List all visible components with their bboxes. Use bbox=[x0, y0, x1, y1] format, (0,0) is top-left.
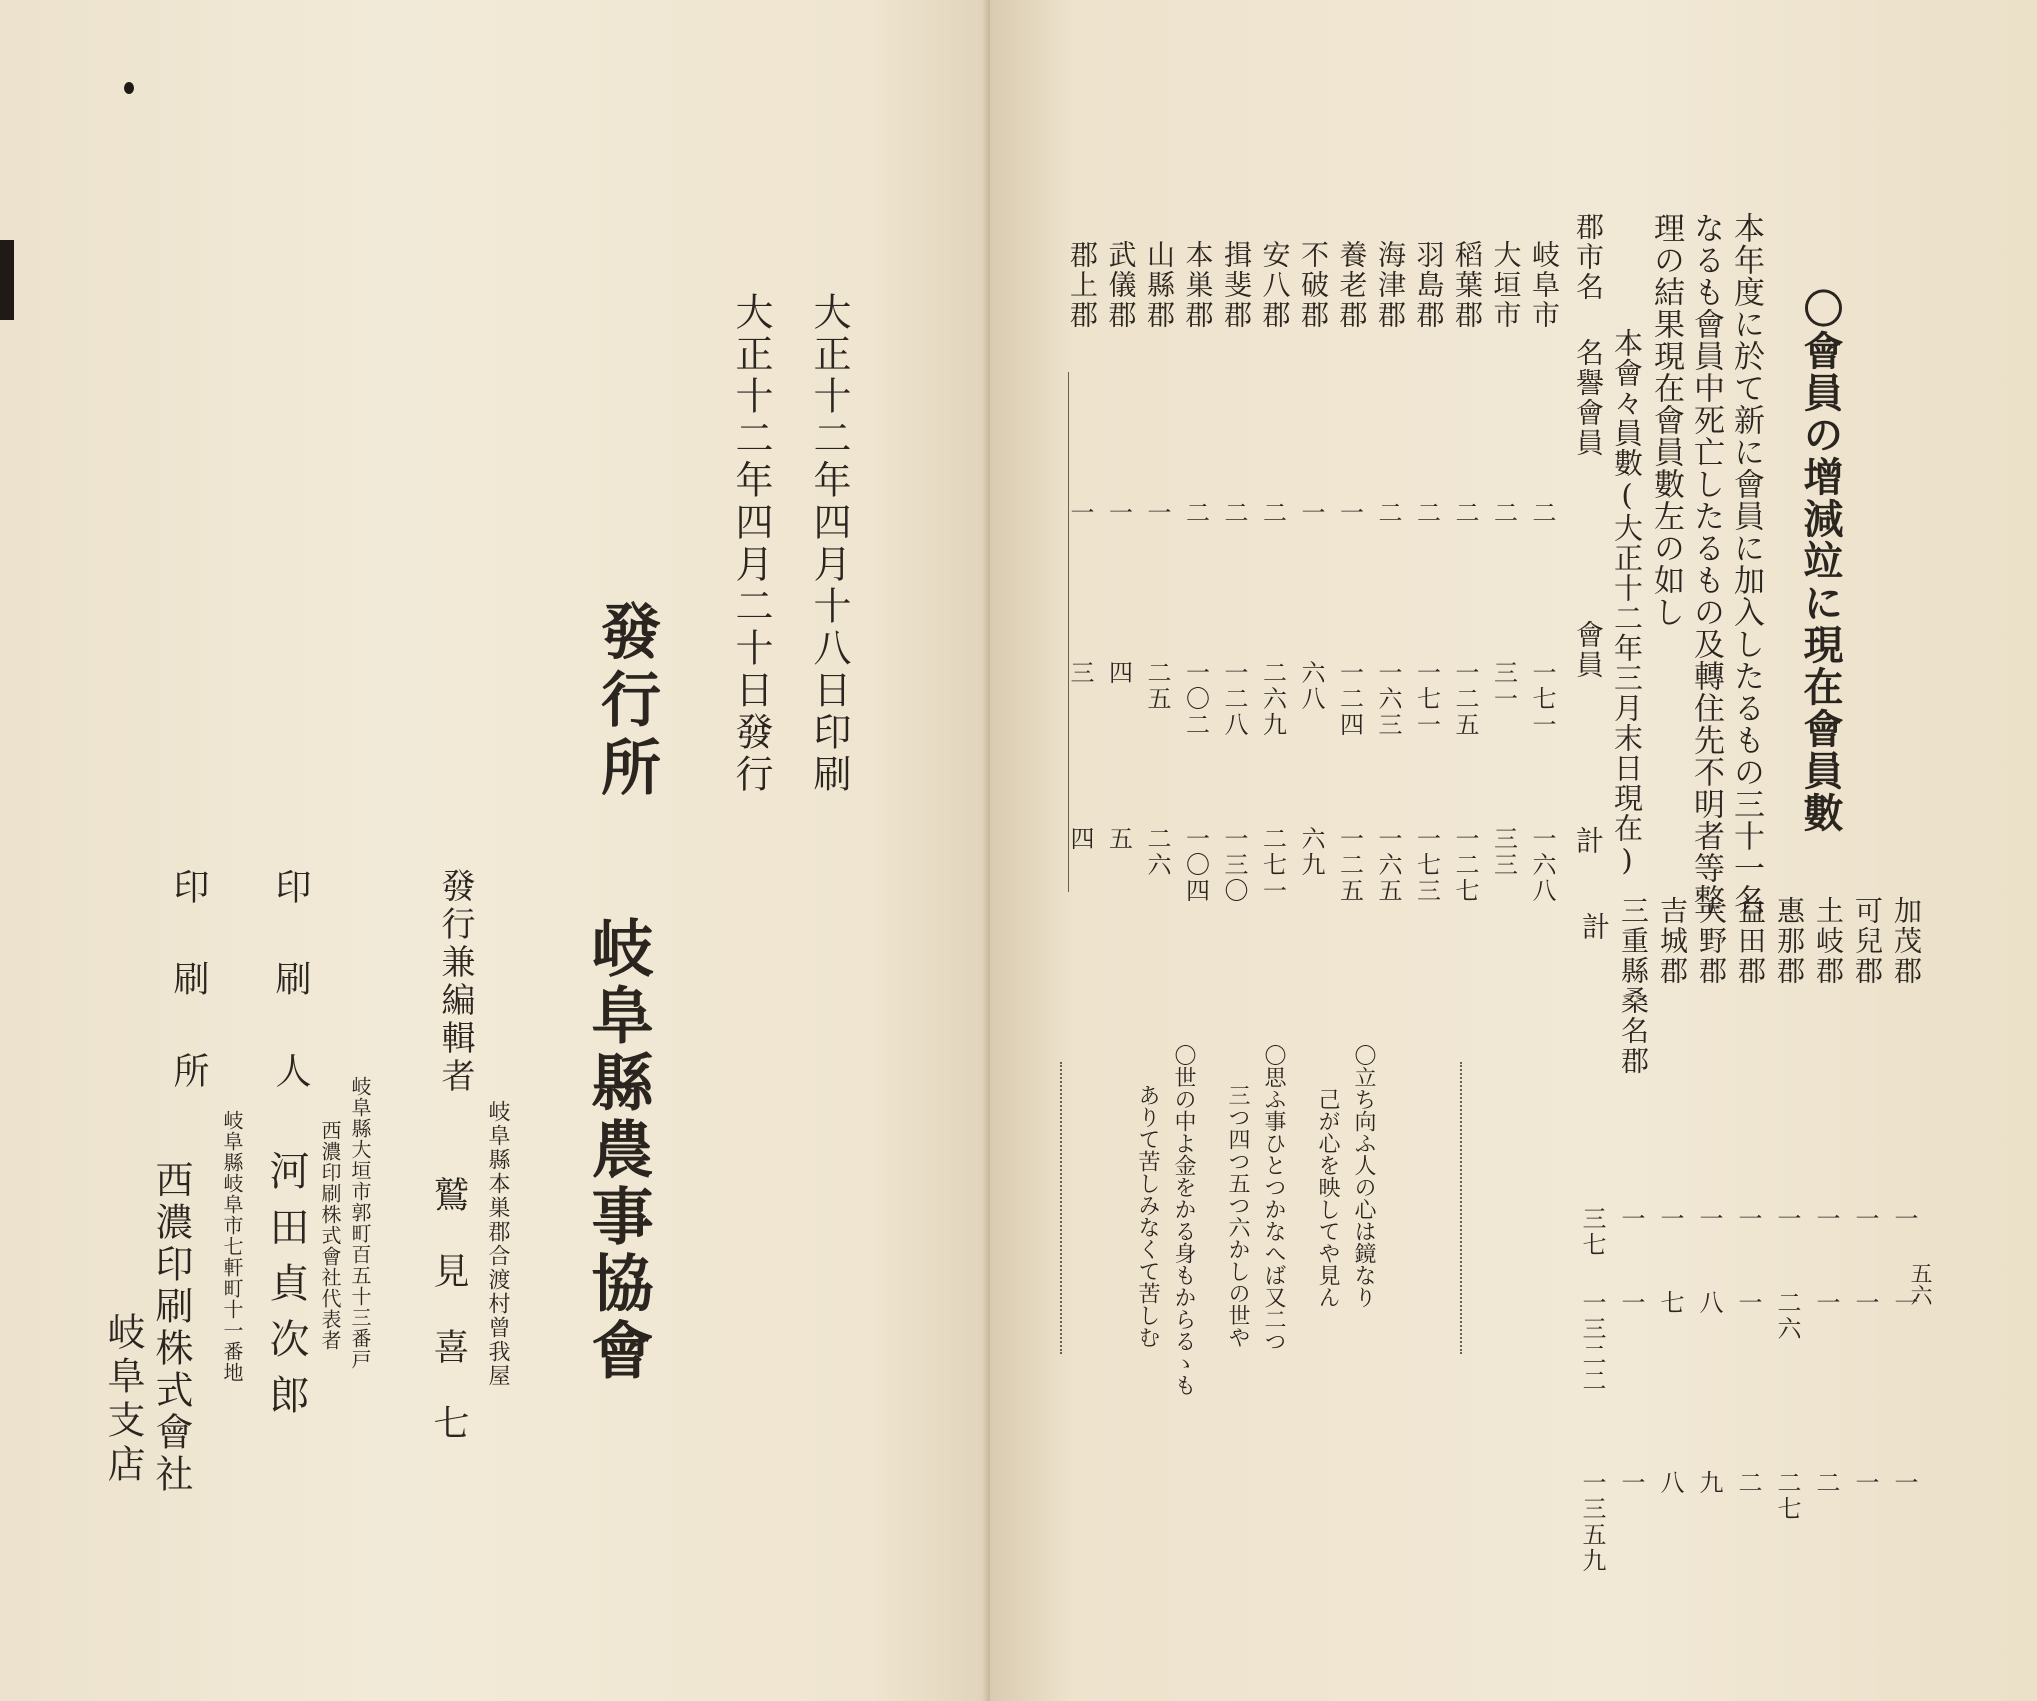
table-cell: 二 bbox=[1734, 1470, 1762, 1496]
issue-date: 大正十二年四月二十日發行 bbox=[729, 292, 773, 796]
left-page bbox=[0, 0, 990, 1701]
table-cell: 一 bbox=[1695, 1206, 1723, 1232]
poem-line: ありて苦しみなくて苦しむ bbox=[1135, 1084, 1160, 1348]
printer-address: 岐阜縣大垣市郭町百五十三番戸 bbox=[348, 1076, 372, 1370]
table-cell: 二 bbox=[1220, 500, 1248, 526]
table-row-label: 惠那郡 bbox=[1773, 896, 1806, 986]
print-date: 大正十二年四月十八日印刷 bbox=[807, 292, 851, 796]
table-cell: 三一 bbox=[1489, 660, 1518, 712]
table-header-cell: 計 bbox=[1572, 826, 1605, 856]
table-row-label: 羽島郡 bbox=[1412, 240, 1446, 330]
table-row-label: 養老郡 bbox=[1335, 240, 1369, 330]
table-cell: 一 bbox=[1734, 1206, 1762, 1232]
page-number: 五六 bbox=[1907, 1262, 1932, 1306]
table-row-label: 大垣市 bbox=[1489, 240, 1523, 330]
poem-line: 〇世の中よ金をかる身もからるゝも bbox=[1171, 1044, 1196, 1396]
table-row-label: 不破郡 bbox=[1297, 240, 1330, 330]
table-cell: 七 bbox=[1656, 1290, 1684, 1316]
table-row-label: 揖斐郡 bbox=[1220, 240, 1253, 330]
table-cell: 一 bbox=[1851, 1206, 1879, 1232]
table-cell: 八 bbox=[1695, 1290, 1723, 1316]
poem-line: 三つ四つ五つ六かしの世や bbox=[1225, 1084, 1250, 1348]
poem-border-right bbox=[1460, 1062, 1462, 1354]
table-cell: 二 bbox=[1412, 500, 1441, 526]
table-row-label: 吉城郡 bbox=[1656, 896, 1689, 986]
editor-name: 鷲見喜七 bbox=[428, 1176, 469, 1480]
table-header-cell: 郡市名 bbox=[1572, 212, 1605, 302]
intro-line: なるも會員中死亡したるもの及轉住先不明者等整 bbox=[1688, 212, 1724, 916]
table-row-label: 可兒郡 bbox=[1851, 896, 1884, 986]
table-row-label: 計 bbox=[1578, 912, 1611, 942]
table-cell: 二 bbox=[1451, 500, 1479, 526]
poem-border-left bbox=[1060, 1062, 1062, 1354]
table-cell: 八 bbox=[1656, 1470, 1684, 1496]
table-cell: 二 bbox=[1812, 1470, 1840, 1496]
table-cell: 一七一 bbox=[1412, 660, 1441, 738]
table-caption: 本會々員數(大正十二年三月末日現在) bbox=[1610, 328, 1644, 878]
table-cell: 二 bbox=[1489, 500, 1518, 526]
poem-line: 〇思ふ事ひとつかなへば又二つ bbox=[1261, 1044, 1286, 1352]
table-cell: 一 bbox=[1890, 1290, 1918, 1316]
poem-line: 己が心を映してや見ん bbox=[1315, 1088, 1340, 1308]
table-cell: 二 bbox=[1181, 500, 1210, 526]
table-cell: 一 bbox=[1851, 1290, 1879, 1316]
table-cell: 一 bbox=[1812, 1206, 1840, 1232]
table-cell: 一二四 bbox=[1335, 660, 1364, 738]
table-cell: 二 bbox=[1258, 500, 1287, 526]
printer-company-rep: 西濃印刷株式會社代表者 bbox=[318, 1120, 342, 1351]
table-cell: 一 bbox=[1656, 1206, 1684, 1232]
table-row-label: 安八郡 bbox=[1258, 240, 1292, 330]
table-cell: 一 bbox=[1773, 1206, 1801, 1232]
section-title: 〇會員の增減竝に現在會員數 bbox=[1797, 288, 1844, 834]
table-row-label: 武儀郡 bbox=[1104, 240, 1138, 330]
table-cell: 四 bbox=[1104, 660, 1133, 686]
intro-line: 理の結果現在會員數左の如し bbox=[1648, 212, 1684, 628]
publisher-heading: 發行所 bbox=[591, 600, 661, 804]
intro-line: 本年度に於て新に會員に加入したるもの三十一名 bbox=[1728, 212, 1764, 916]
table-header-cell: 名譽會員 bbox=[1572, 338, 1605, 458]
table-row-label: 山縣郡 bbox=[1143, 240, 1176, 330]
table-row-label: 郡上郡 bbox=[1066, 240, 1099, 330]
poem-line: 〇立ち向ふ人の心は鏡なり bbox=[1351, 1044, 1376, 1308]
table-row-label: 益田郡 bbox=[1734, 896, 1767, 986]
table-cell: 二六 bbox=[1143, 826, 1171, 878]
table-cell: 一 bbox=[1617, 1206, 1645, 1232]
printer-label: 印刷人 bbox=[270, 868, 311, 1144]
table-cell: 二五 bbox=[1143, 660, 1171, 712]
print-shop-branch: 岐阜支店 bbox=[101, 1312, 145, 1488]
table-cell: 五 bbox=[1104, 826, 1133, 852]
table-row-label: 大野郡 bbox=[1695, 896, 1728, 986]
table-cell: 一 bbox=[1297, 500, 1325, 526]
table-cell: 一三五九 bbox=[1578, 1470, 1606, 1574]
table-cell: 一六八 bbox=[1528, 826, 1556, 904]
table-row-label: 岐阜市 bbox=[1528, 240, 1561, 330]
table-cell: 一七一 bbox=[1528, 660, 1556, 738]
printer-name: 河田貞次郎 bbox=[263, 1150, 309, 1430]
table-cell: 二 bbox=[1374, 500, 1402, 526]
editor-label: 發行兼編輯者 bbox=[435, 868, 475, 1096]
table-cell: 一三二二 bbox=[1578, 1290, 1606, 1394]
table-cell: 一三〇 bbox=[1220, 826, 1248, 904]
table-cell: 四 bbox=[1066, 826, 1094, 852]
table-cell: 一 bbox=[1617, 1470, 1645, 1496]
table-row-label: 海津郡 bbox=[1374, 240, 1407, 330]
table-cell: 一六五 bbox=[1374, 826, 1402, 904]
table-row-label: 稻葉郡 bbox=[1451, 240, 1484, 330]
print-shop-address: 岐阜縣岐阜市七軒町十一番地 bbox=[220, 1110, 244, 1383]
table-cell: 一六三 bbox=[1374, 660, 1402, 738]
table-cell: 一 bbox=[1890, 1206, 1918, 1232]
table-row-label: 三重縣桑名郡 bbox=[1617, 896, 1650, 1076]
table-row-label: 加茂郡 bbox=[1890, 896, 1923, 986]
table-cell: 一 bbox=[1104, 500, 1133, 526]
table-cell: 一七三 bbox=[1412, 826, 1441, 904]
table-cell: 三 bbox=[1066, 660, 1094, 686]
publisher-name: 岐阜縣農事協會 bbox=[581, 916, 654, 1385]
table-cell: 三七 bbox=[1578, 1206, 1606, 1258]
table-cell: 二六九 bbox=[1258, 660, 1287, 738]
table-cell: 二 bbox=[1528, 500, 1556, 526]
table-row-label: 本巣郡 bbox=[1181, 240, 1215, 330]
table-cell: 一 bbox=[1066, 500, 1094, 526]
print-shop-company: 西濃印刷株式會社 bbox=[149, 1160, 193, 1496]
table-cell: 一二五 bbox=[1335, 826, 1364, 904]
right-page bbox=[990, 0, 2037, 1701]
table-cell: 一二五 bbox=[1451, 660, 1479, 738]
table-divider bbox=[1068, 372, 1069, 892]
ink-spot bbox=[124, 82, 134, 94]
table-cell: 二七 bbox=[1773, 1470, 1801, 1522]
table-cell: 六九 bbox=[1297, 826, 1325, 878]
table-cell: 一〇四 bbox=[1181, 826, 1210, 904]
table-cell: 九 bbox=[1695, 1470, 1723, 1496]
table-header-cell: 會員 bbox=[1572, 620, 1605, 680]
table-cell: 二七一 bbox=[1258, 826, 1287, 904]
editor-address: 岐阜縣本巣郡合渡村曾我屋 bbox=[485, 1100, 510, 1388]
table-cell: 一〇二 bbox=[1181, 660, 1210, 738]
table-cell: 一二八 bbox=[1220, 660, 1248, 738]
table-cell: 一 bbox=[1335, 500, 1364, 526]
table-cell: 二六 bbox=[1773, 1290, 1801, 1342]
edge-ink-mark bbox=[0, 240, 14, 320]
table-cell: 一 bbox=[1890, 1470, 1918, 1496]
print-shop-label: 印刷所 bbox=[168, 868, 209, 1144]
table-cell: 一二七 bbox=[1451, 826, 1479, 904]
table-row-label: 土岐郡 bbox=[1812, 896, 1845, 986]
table-cell: 六八 bbox=[1297, 660, 1325, 712]
table-cell: 一 bbox=[1851, 1470, 1879, 1496]
table-cell: 一 bbox=[1143, 500, 1171, 526]
table-cell: 一 bbox=[1617, 1290, 1645, 1316]
table-cell: 一 bbox=[1812, 1290, 1840, 1316]
table-cell: 一 bbox=[1734, 1290, 1762, 1316]
table-cell: 三三 bbox=[1489, 826, 1518, 878]
